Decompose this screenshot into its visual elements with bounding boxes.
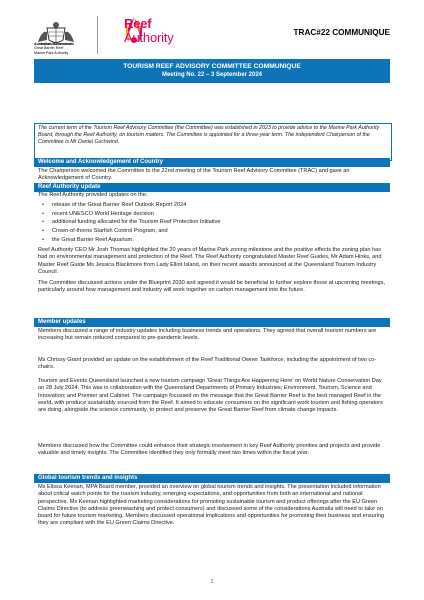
section-header-global-tourism (34, 474, 390, 483)
global-paragraph: Ms Elissa Keenan, MPA Board member, provided an overview on global tourism trends and insights. The presentation included information about critical watch points for the tourism industry, emerging expectations, and opportunities from both an international and national perspective. Ms Keenan highlighted marketing considerations for promoting sustainable tourism and product offerings after the EU Green Claims Directive (to address greenwashing and protect consumers) and discussed some of the considerations Australia will need to take on board for future tourism marketing. Members discussed operational implications and opportunities for promoting their business and ensuring they are compliant with the EU Green Claims Directive. (38, 484, 385, 527)
members-paragraph-2: Ms Chrissy Grant provided an update on the establishment of the Reef Traditional Owner Taskforce, including the appointment of two co-chairs. (38, 357, 377, 371)
section-heading: Global tourism trends and insights (38, 475, 138, 481)
gov-line: Australian Government (34, 42, 74, 46)
intro-text: The current term of the Tourism Reef Advisory Committee (the Committee) was established in 2023 to provide advice to the Marine Park Authority Board, through the Reef Authority, on tourism matters. The Committee is appointed for a three-year term. The independent Chairperson of the Committee is Mr Daniel Gschwind. (38, 125, 380, 146)
header-divider (97, 16, 98, 54)
gov-line: Marine Park Authority (34, 50, 69, 55)
list-item: • Crown-of-thorns Starfish Control Program, and (38, 227, 378, 236)
list-item: • additional funding allocated for the Tourism Reef Protection Initiative (38, 218, 378, 227)
gov-line: Great Barrier Reef (34, 46, 64, 51)
welcome-paragraph: The Chairperson welcomed the Committee to the 22nd meeting of the Tourism Reef Advisory Committee (TRAC) and gave an Acknowledgement of Country. (38, 168, 350, 182)
document-code: TRAC#22 COMMUNIQUE (293, 28, 390, 37)
update-paragraph-2: The Committee discussed actions under the Blueprint 2030 and agreed it would be beneficial to further explore those at upcoming meetings, particularly around how management and industry will work together on carbon management into the future. (38, 280, 386, 294)
section-header-reef-authority-update (34, 183, 390, 192)
document-title: TOURISM REEF ADVISORY COMMITTEE COMMUNIQUE (123, 63, 301, 70)
section-heading: Reef Authority update (38, 184, 101, 190)
section-header-welcome (34, 158, 390, 167)
section-heading: Welcome and Acknowledgement of Country (38, 159, 164, 165)
section-heading: Member updates (38, 319, 86, 325)
logo-authority-text: Authority (124, 30, 174, 45)
meeting-subtitle: Meeting No. 22 – 3 September 2024 (161, 71, 263, 78)
list-item: • release of the Great Barrier Reef Outlook Report 2024 (38, 201, 378, 210)
government-text (34, 42, 94, 55)
update-paragraph-1: Reef Authority CEO Mr Josh Thomas highlighted the 20 years of Marine Park zoning milestone and the positive effects the zoning plan has had on environmental management and protection of the Reef. The Reef Authority congratulated Master Reef Guides, Mr Adam Hinks, and Master Reef Guide Ms Jessica Blackmore from Lady Elliot Island, on their recent awards announced at the Queensland Tourism Industry Council. (38, 247, 382, 275)
intro-box (34, 123, 392, 161)
section-header-member-updates (34, 318, 390, 327)
update-lead: The Reef Authority provided updates on the: (38, 192, 148, 198)
list-item: • the Great Barrier Reef Aquarium. (38, 236, 378, 245)
logo-reef-text: Reef (124, 16, 152, 31)
title-banner (34, 59, 390, 83)
page-header (34, 14, 390, 56)
page-number: 1 (210, 579, 214, 585)
members-paragraph-1: Members discussed a range of industry updates including business trends and operations. They agreed that overall tourism numbers are increasing but remain reduced compared to pre-pandemic levels. (38, 328, 377, 342)
members-paragraph-4: Members discussed how the Committee could enhance their strategic involvement in key Reef Authority priorities and projects and provide valuable and timely insights. The Committee identified they only formally meet two times within the fiscal year. (38, 443, 381, 457)
members-paragraph-3: Tourism and Events Queensland launched a new tourism campaign 'Great Things Are Happening Here' on World Nature Conservation Day on 28 July 2024. This was in collaboration with the Queensland Departments of Primary Industries; Environment, Tourism, Science and Innovation; and Premier and Cabinet. The campaign focussed on the message that the Great Barrier Reef is the best managed Reef in the world, with produce sustainably sourced from the Reef. It aimed to educate consumers on the significant work tourism and fishing operators are doing, alongside the science community, to protect and preserve the Great Barrier Reef from climate change impacts. (38, 378, 383, 414)
list-item: • recent UNESCO World Heritage decision (38, 210, 378, 219)
update-bullet-list (38, 201, 378, 245)
